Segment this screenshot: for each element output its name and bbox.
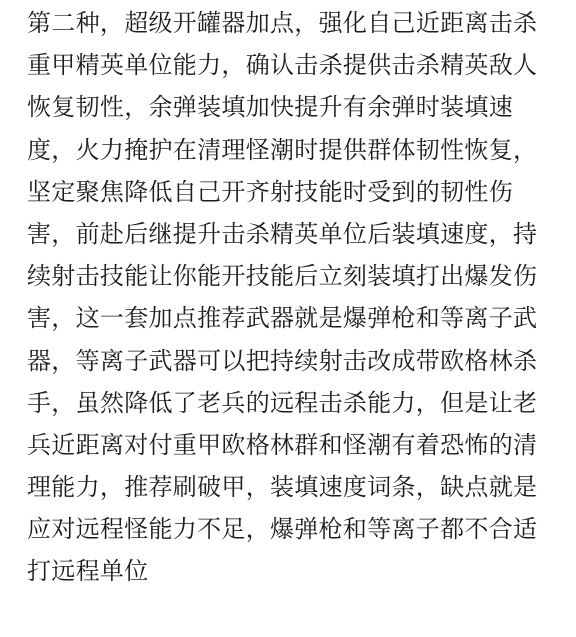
text-line-10: 手，虽然降低了老兵的远程击杀能力，但是让老 (27, 388, 538, 417)
text-line-13: 应对远程怪能力不足，爆弹枪和等离子都不合适 (27, 515, 538, 544)
text-line-7: 续射击技能让你能开技能后立刻装填打出爆发伤 (27, 262, 538, 291)
text-line-3: 恢复韧性，余弹装填加快提升有余弹时装填速 (27, 93, 513, 122)
text-line-5: 坚定聚焦降低自己开齐射技能时受到的韧性伤 (27, 177, 513, 206)
article-paragraph (27, 2, 556, 593)
text-line-4: 度，火力掩护在清理怪潮时提供群体韧性恢复， (27, 135, 538, 164)
text-line-6: 害，前赴后继提升击杀精英单位后装填速度，持 (27, 219, 538, 248)
text-line-2: 重甲精英单位能力，确认击杀提供击杀精英敌人 (27, 51, 538, 80)
text-line-1: 第二种，超级开罐器加点，强化自己近距离击杀 (27, 9, 538, 37)
text-line-8: 害，这一套加点推荐武器就是爆弹枪和等离子武 (27, 304, 538, 333)
text-line-12: 理能力，推荐刷破甲，装填速度词条，缺点就是 (27, 473, 538, 502)
text-line-14: 打远程单位 (27, 557, 149, 586)
text-line-11: 兵近距离对付重甲欧格林群和怪潮有着恐怖的清 (27, 430, 538, 459)
text-line-9: 器，等离子武器可以把持续射击改成带欧格林杀 (27, 346, 538, 375)
